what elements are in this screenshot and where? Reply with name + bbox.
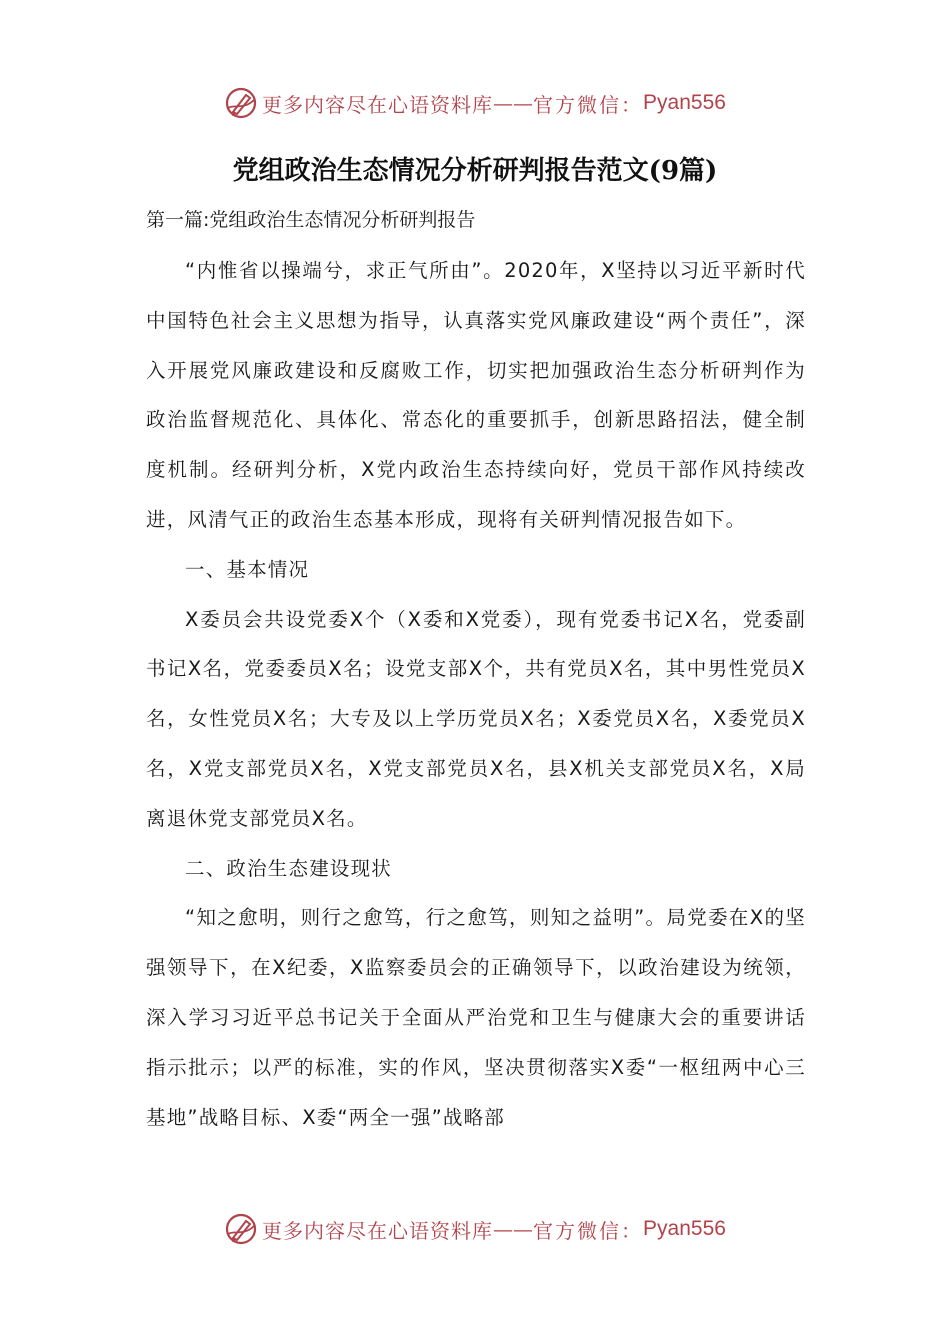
banner-text: 更多内容尽在心语资料库 (262, 1218, 494, 1243)
banner-text: 更多内容尽在心语资料库 (262, 92, 494, 117)
pen-logo-icon (224, 1212, 258, 1246)
body-paragraph: “内惟省以操端兮，求正气所由”。2020年，X坚持以习近平新时代中国特色社会主义思想为指导，认真落实党风廉政建设“两个责任”，深入开展党风廉政建设和反腐败工作，切实把加强政治生态分析研判作为政治监督规范化、具体化、常态化的重要抓手，创新思路招法，健全制度机制。经研判分析，X党内政治生态持续向好，党员干部作风持续改进，风清气正的政治生态基本形成，现将有关研判情况报告如下。 (146, 259, 806, 531)
document-body (146, 246, 806, 1142)
body-paragraph: X委员会共设党委X个（X委和X党委），现有党委书记X名，党委副书记X名，党委委员X名；设党支部X个，共有党员X名，其中男性党员X名，女性党员X名；大专及以上学历党员X名；X委党员X名，X委党员X名，X党支部党员X名，X党支部党员X名，县X机关支部党员X名，X局离退休党支部党员X名。 (146, 607, 806, 830)
header-banner (0, 83, 950, 123)
section-heading: 一、基本情况 (185, 557, 310, 581)
body-paragraph: “知之愈明，则行之愈笃，行之愈笃，则知之益明”。局党委在X的坚强领导下，在X纪委，X监察委员会的正确领导下，以政治建设为统领，深入学习习近平总书记关于全面从严治党和卫生与健康大会的重要讲话指示批示；以严的标准，实的作风，坚决贯彻落实X委“一枢纽两中心三基地”战略目标、X委“两全一强”战略部 (146, 906, 806, 1129)
banner-label: 官方微信： (533, 1218, 644, 1243)
pen-logo-icon (224, 86, 258, 120)
document-subtitle: 第一篇:党组政治生态情况分析研判报告 (146, 209, 476, 231)
document-title: 党组政治生态情况分析研判报告范文(9篇) (232, 156, 718, 186)
banner-wechat-id: Pyan556 (643, 1217, 726, 1240)
footer-banner (0, 1209, 950, 1249)
banner-separator: —— (493, 1217, 534, 1241)
banner-wechat-id: Pyan556 (643, 91, 726, 114)
banner-separator: —— (493, 91, 534, 115)
section-heading: 二、政治生态建设现状 (185, 856, 393, 880)
banner-label: 官方微信： (533, 92, 644, 117)
